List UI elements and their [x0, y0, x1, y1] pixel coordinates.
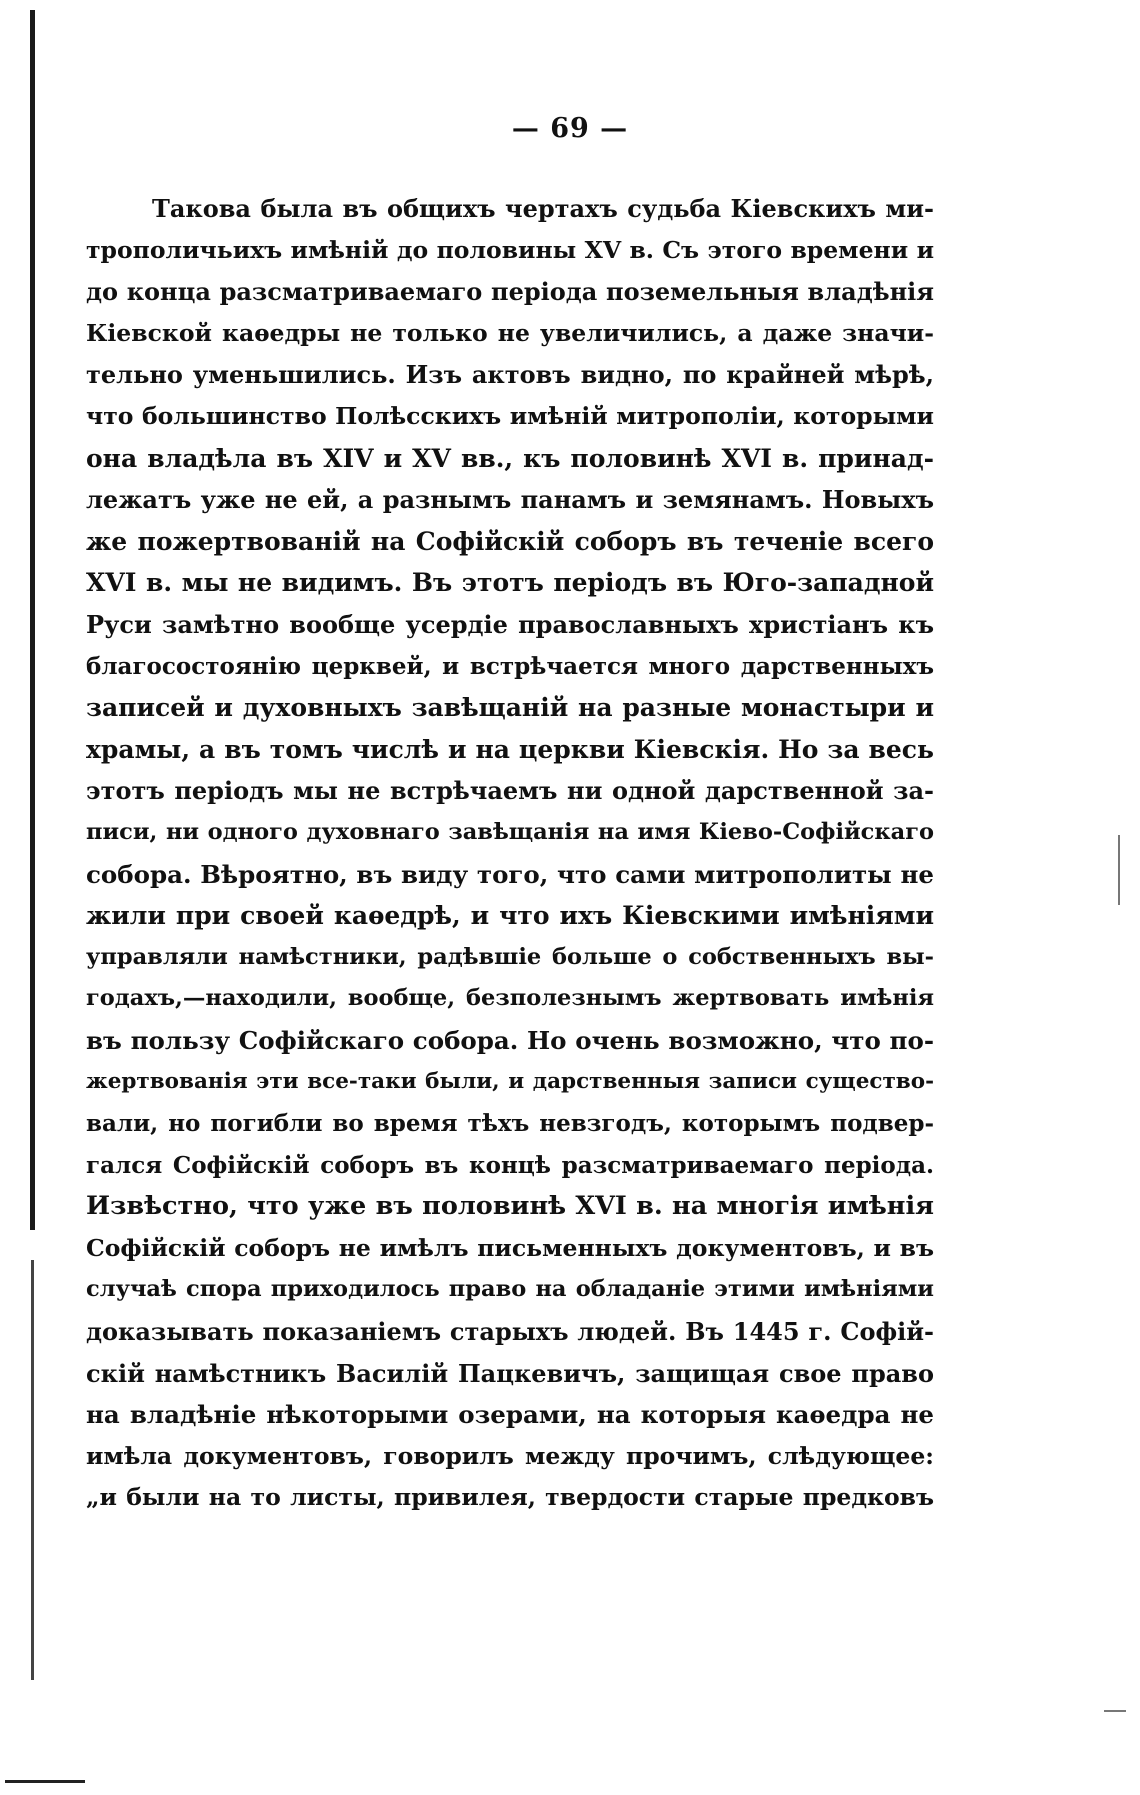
text-line: вали, но погибли во время тѣхъ невзгодъ, которымъ подвер-	[86, 1110, 934, 1138]
text-line: что большинство Полѣсскихъ имѣній митрополіи, которыми	[86, 401, 934, 430]
text-line: въ пользу Софійскаго собора. Но очень возможно, что по-	[86, 1025, 934, 1055]
text-line: храмы, а въ томъ числѣ и на церкви Кіевскія. Но за весь	[86, 734, 934, 764]
binding-edge-shadow	[30, 10, 35, 1230]
text-line: жили при своей каѳедрѣ, и что ихъ Кіевскими имѣніями	[86, 901, 934, 931]
text-line: Софійскій соборъ не имѣлъ письменныхъ документовъ, и въ	[86, 1233, 934, 1262]
text-line: благосостоянію церквей, и встрѣчается много дарственныхъ	[86, 652, 934, 680]
text-line: гался Софійскій соборъ въ концѣ разсматриваемаго періода.	[86, 1151, 934, 1179]
text-line: XVI в. мы не видимъ. Въ этотъ періодъ въ Юго-западной	[86, 568, 934, 598]
text-line: Кіевской каѳедры не только не увеличились, а даже значи-	[86, 318, 934, 347]
page-number: — 69 —	[511, 113, 629, 144]
text-line: Извѣстно, что уже въ половинѣ XVI в. на многія имѣнія	[86, 1191, 934, 1222]
text-line: Такова была въ общихъ чертахъ судьба Кіевскихъ ми-	[152, 194, 934, 223]
text-line: до конца разсматриваемаго періода поземельныя владѣнія	[86, 277, 934, 307]
text-line: записей и духовныхъ завѣщаній на разные монастыри и	[86, 693, 934, 723]
scan-edge-mark	[1118, 835, 1120, 905]
scan-edge-mark	[1104, 1710, 1126, 1712]
text-line: скій намѣстникъ Василій Пацкевичъ, защищая свое право	[86, 1358, 934, 1388]
text-line: собора. Вѣроятно, въ виду того, что сами митрополиты не	[86, 859, 934, 889]
text-line: писи, ни одного духовнаго завѣщанія на имя Кіево-Софійскаго	[86, 818, 934, 845]
text-line: имѣла документовъ, говорилъ между прочимъ, слѣдующее:	[86, 1441, 934, 1470]
text-line: лежатъ уже не ей, а разнымъ панамъ и земянамъ. Новыхъ	[86, 485, 934, 515]
text-line: жертвованія эти все-таки были, и дарственныя записи существо-	[86, 1069, 934, 1095]
text-line: годахъ,—находили, вообще, безполезнымъ жертвовать имѣнія	[86, 985, 934, 1012]
scan-corner-mark	[5, 1780, 85, 1783]
text-line: же пожертвованій на Софійскій соборъ въ теченіе всего	[86, 526, 934, 556]
text-line: „и были на то листы, привилея, твердости старые предковъ	[86, 1483, 934, 1512]
text-line: она владѣла въ XIV и XV вв., къ половинѣ XVI в. принад-	[86, 443, 934, 473]
text-line: случаѣ спора приходилось право на обладаніе этими имѣніями	[86, 1276, 934, 1303]
text-line: трополичьихъ имѣній до половины XV в. Съ этого времени и	[86, 235, 934, 264]
body-text	[86, 188, 934, 1519]
text-line: тельно уменьшились. Изъ актовъ видно, по крайней мѣрѣ,	[86, 360, 934, 390]
binding-edge-shadow-lower	[31, 1260, 34, 1680]
text-line: этотъ періодъ мы не встрѣчаемъ ни одной дарственной за-	[86, 776, 934, 806]
text-line: доказывать показаніемъ старыхъ людей. Въ 1445 г. Софій-	[86, 1317, 934, 1347]
text-line: Руси замѣтно вообще усердіе православныхъ христіанъ къ	[86, 609, 934, 639]
text-line: управляли намѣстники, радѣвшіе больше о собственныхъ вы-	[86, 943, 934, 970]
text-line: на владѣніе нѣкоторыми озерами, на которыя каѳедра не	[86, 1400, 934, 1430]
